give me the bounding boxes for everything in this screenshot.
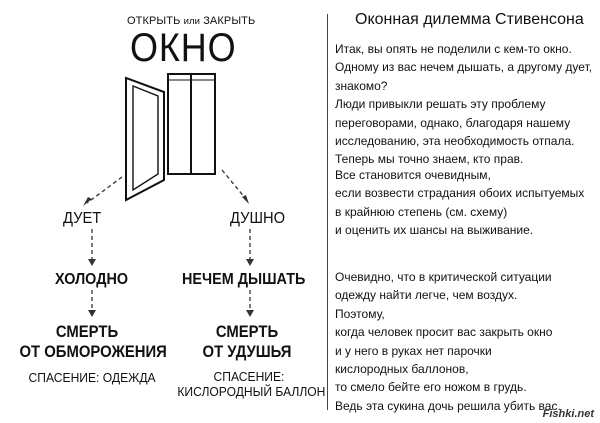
caption-or: или [183, 16, 201, 27]
rescue-right-line2: КИСЛОРОДНЫЙ БАЛЛОН [177, 384, 326, 399]
rescue-left: СПАСЕНИЕ: ОДЕЖДА [28, 370, 156, 385]
text-line: то смело бейте его ножом в грудь. [335, 380, 527, 395]
condition-left: ДУЕТ [63, 210, 102, 227]
text-line: одежду найти легче, чем воздух. [335, 288, 518, 303]
flow-arrows [87, 170, 250, 312]
text-line: Все становится очевидным, [335, 168, 491, 182]
watermark: Fishki.net [542, 408, 594, 420]
rescue-right-line1: СПАСЕНИЕ: [213, 369, 285, 384]
text-line: когда человек просит вас закрыть окно [335, 325, 553, 340]
arrow-heads [83, 195, 254, 317]
outcome-right-line2: ОТ УДУШЬЯ [202, 343, 292, 361]
article-paragraph-1 [335, 40, 593, 169]
text-line: в крайнюю степень (см. схему) [335, 204, 508, 219]
article-title: Оконная дилемма Стивенсона [355, 11, 584, 28]
outcome-left-line2: ОТ ОБМОРОЖЕНИЯ [19, 343, 167, 361]
text-line: Люди привыкли решать эту проблему [335, 97, 546, 112]
text-line: Ведь эта сукина дочь решила убить вас. [335, 398, 561, 413]
text-line: переговорами, однако, благодаря нашему [335, 115, 571, 130]
text-line: Очевидно, что в критической ситуации [335, 270, 552, 284]
diagram-title: ОКНО [130, 26, 237, 70]
rescue-right [177, 369, 326, 399]
column-divider [327, 14, 328, 410]
article-paragraph-2 [335, 166, 593, 240]
text-line: и у него в руках нет парочки [335, 343, 492, 358]
condition-right: ДУШНО [230, 210, 286, 227]
window-icon [168, 74, 215, 174]
caption-open: ОТКРЫТЬ [127, 15, 181, 27]
text-line: исследованию, эта необходимость отпала. [335, 134, 575, 149]
outcome-left [19, 322, 167, 362]
text-line: знакомо? [335, 78, 388, 93]
text-line: если возвести страдания обоих испытуемых [335, 186, 585, 201]
caption-close: ЗАКРЫТЬ [203, 15, 256, 27]
text-line: и оценить их шансы на выживание. [335, 223, 534, 238]
text-line: Поэтому, [335, 306, 385, 321]
article-paragraph-3 [335, 268, 593, 415]
text-line: Итак, вы опять не поделили с кем-то окно. [335, 42, 572, 56]
outcome-left-line1: СМЕРТЬ [55, 323, 119, 341]
outcome-right [187, 322, 308, 362]
open-sash-icon [126, 78, 164, 200]
result-right: НЕЧЕМ ДЫШАТЬ [182, 271, 306, 288]
result-left: ХОЛОДНО [55, 271, 129, 288]
text-line: кислородных баллонов, [335, 362, 469, 377]
text-line: Одному из вас нечем дышать, а другому дует, [335, 60, 593, 75]
text-line: Теперь мы точно знаем, кто прав. [335, 152, 524, 167]
outcome-right-line1: СМЕРТЬ [215, 323, 279, 341]
